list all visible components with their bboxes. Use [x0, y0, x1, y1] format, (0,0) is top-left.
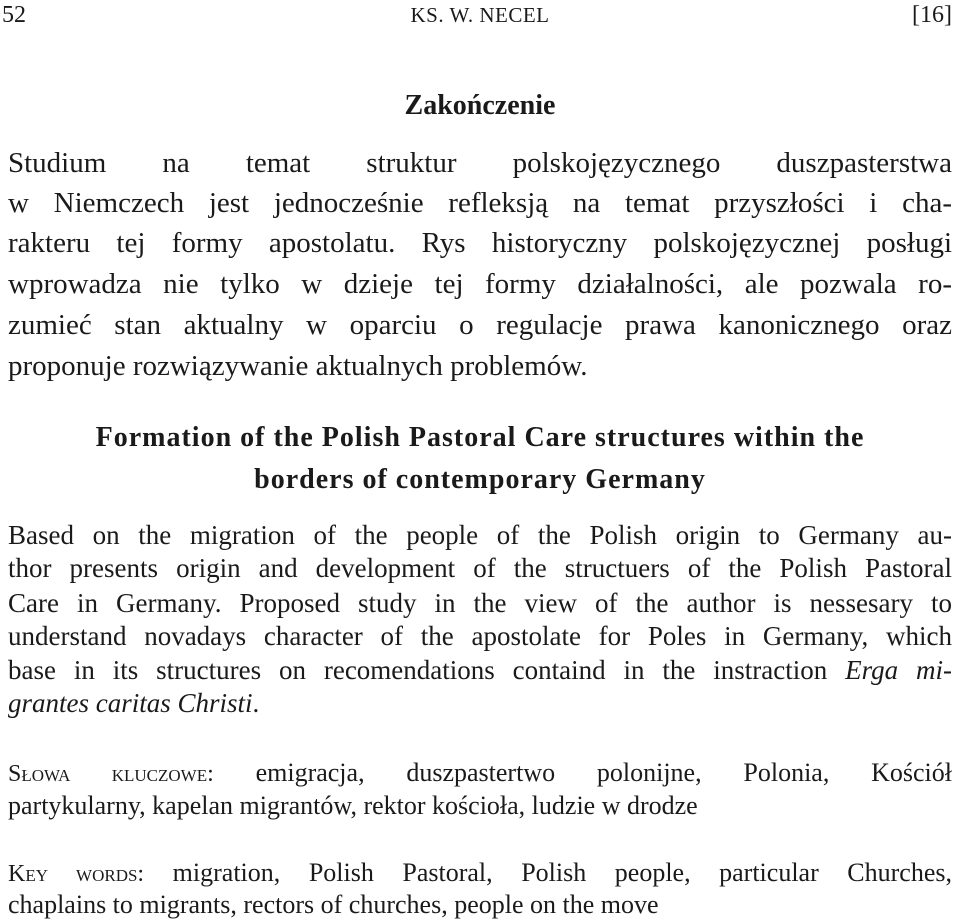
keywords-pl-line	[8, 757, 952, 790]
summary-text: base in its structures on recomendations containd in the instraction	[8, 655, 846, 685]
summary-line: understand novadays character of the apostolate for Poles in Germany, which	[8, 621, 952, 651]
summary-text: .	[252, 688, 260, 718]
keywords-en-text: migration, Polish Pastoral, Polish people, particular Churches,	[172, 858, 952, 887]
keywords-en-line: chaplains to migrants, rectors of churches, people on the move	[8, 890, 659, 919]
summary-italic-text: grantes caritas Christi	[8, 688, 253, 718]
conclusion-line: zumieć stan aktualny w oparciu o regulacje prawa kanonicznego oraz	[8, 309, 952, 341]
keywords-pl-label: Słowa kluczowe:	[8, 761, 214, 787]
conclusion-line: proponuje rozwiązywanie aktualnych problemów.	[8, 350, 588, 382]
summary-title: Formation of the Polish Pastoral Care structures within the	[95, 422, 865, 453]
conclusion-title: Zakończenie	[404, 90, 556, 121]
summary-line	[8, 654, 952, 686]
summary-line	[8, 687, 952, 719]
keywords-en-label: Key words:	[8, 861, 145, 887]
conclusion-line: w Niemczech jest jednocześnie refleksją na temat przyszłości i cha-	[8, 187, 952, 219]
summary-line: Based on the migration of the people of the Polish origin to Germany au-	[8, 520, 952, 550]
keywords-pl-line: partykularny, kapelan migrantów, rektor kościoła, ludzie w drodze	[8, 791, 698, 820]
summary-title: borders of contemporary Germany	[254, 464, 706, 495]
summary-italic-text: Erga mi-	[845, 655, 952, 685]
conclusion-line: rakteru tej formy apostolatu. Rys historyczny polskojęzycznej posługi	[8, 227, 952, 259]
section-number: [16]	[912, 2, 952, 28]
conclusion-line: Studium na temat struktur polskojęzycznego duszpasterstwa	[8, 147, 952, 179]
running-title: KS. W. NECEL	[410, 3, 550, 27]
summary-line: thor presents origin and development of the structuers of the Polish Pastoral	[8, 553, 952, 583]
conclusion-line: wprowadza nie tylko w dzieje tej formy działalności, ale pozwala ro-	[8, 268, 952, 300]
keywords-pl-text: emigracja, duszpastertwo polonijne, Polonia, Kościół	[255, 758, 953, 787]
summary-line: Care in Germany. Proposed study in the view of the author is nessesary to	[8, 588, 952, 618]
keywords-en-line	[8, 857, 952, 890]
page-number: 52	[2, 2, 26, 28]
